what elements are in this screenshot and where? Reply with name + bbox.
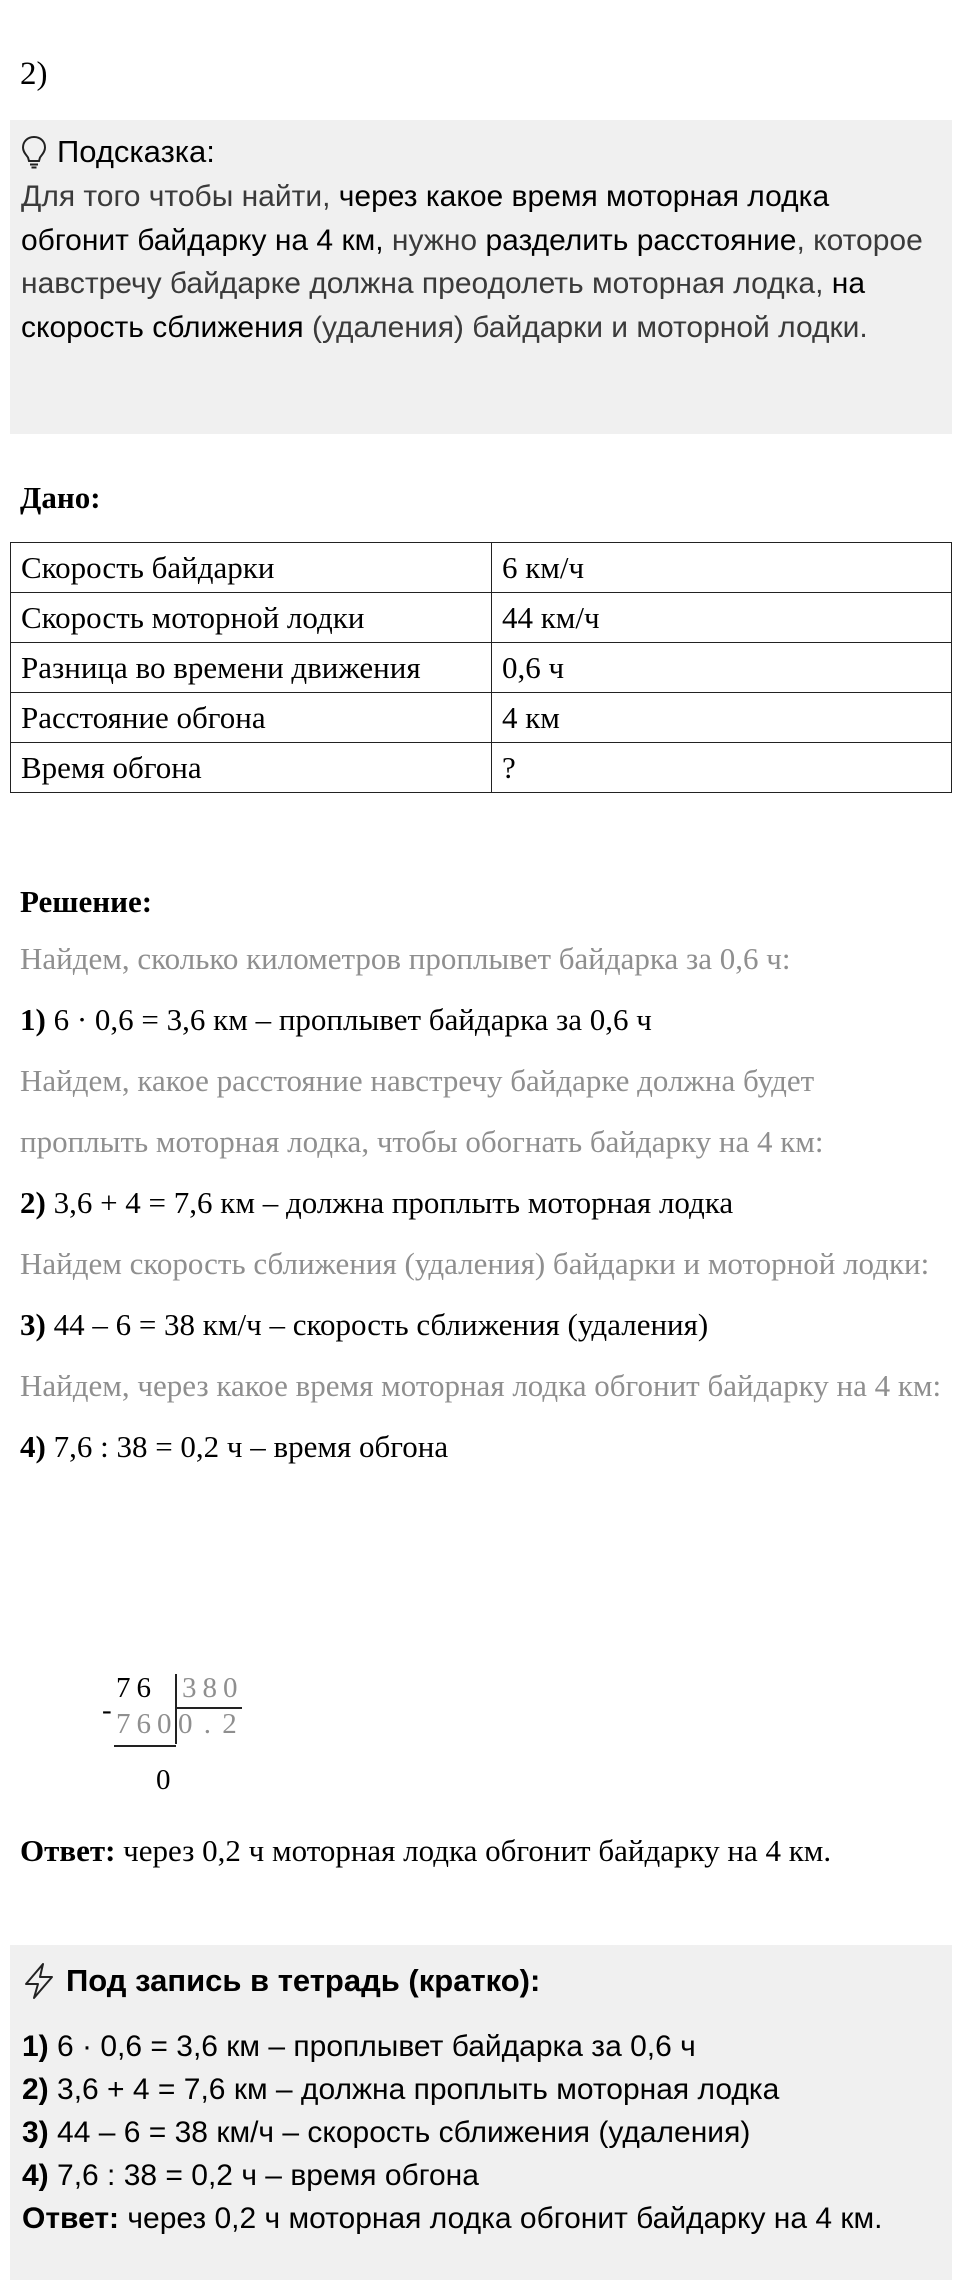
hint-text-part: Для того чтобы найти, (21, 180, 339, 213)
given-title: Дано: (20, 480, 101, 515)
answer-label: Ответ: (22, 2202, 120, 2235)
division-dividend: 76 (116, 1672, 157, 1704)
given-label: Время обгона (11, 743, 492, 793)
notebook-step (22, 2111, 940, 2154)
division-minus: - (102, 1694, 112, 1726)
solution-step (20, 1416, 950, 1477)
solution-note: Найдем скорость сближения (удаления) байдарки и моторной лодки: (20, 1246, 930, 1281)
given-value: 4 км (492, 693, 952, 743)
given-table (10, 542, 952, 793)
solution-title: Решение: (20, 884, 153, 919)
long-division (100, 1672, 270, 1812)
table-row (11, 593, 952, 643)
given-value: ? (492, 743, 952, 793)
task-number: 2) (20, 56, 48, 92)
step-number: 4) (22, 2159, 49, 2192)
division-divisor: 380 (182, 1672, 244, 1704)
notebook-header (22, 1957, 940, 2005)
given-value: 0,6 ч (492, 643, 952, 693)
answer-text: через 0,2 ч моторная лодка обгонит байдарку на 4 км. (115, 1833, 832, 1868)
step-number: 1) (22, 2030, 49, 2063)
division-quotient: 0 . 2 (178, 1708, 239, 1740)
answer-text: через 0,2 ч моторная лодка обгонит байдарку на 4 км. (119, 2202, 883, 2235)
step-text: 6 · 0,6 = 3,6 км – проплывет байдарка за 0,6 ч (45, 1002, 652, 1037)
notebook-title: Под запись в тетрадь (кратко): (66, 1963, 541, 1998)
table-row (11, 643, 952, 693)
step-text: 3,6 + 4 = 7,6 км – должна проплыть моторная лодка (45, 1185, 734, 1220)
table-row (11, 543, 952, 593)
step-number: 3) (20, 1307, 46, 1342)
solution-step (20, 1294, 950, 1355)
lightning-icon (22, 1962, 56, 2000)
hint-text (21, 175, 940, 349)
step-text: 7,6 : 38 = 0,2 ч – время обгона (45, 1429, 449, 1464)
solution-note: Найдем, сколько километров проплывет байдарка за 0,6 ч: (20, 941, 791, 976)
given-value: 44 км/ч (492, 593, 952, 643)
given-label: Расстояние обгона (11, 693, 492, 743)
notebook-step (22, 2154, 940, 2197)
solution-step (20, 1172, 950, 1233)
hint-header (21, 130, 940, 174)
lightbulb-icon (21, 135, 47, 169)
given-value: 6 км/ч (492, 543, 952, 593)
table-row (11, 693, 952, 743)
hint-text-part-strong: разделить расстояние (485, 223, 797, 257)
division-lines (100, 1672, 270, 1812)
division-subtrahend: 760 (116, 1708, 178, 1740)
table-row (11, 743, 952, 793)
step-number: 3) (22, 2116, 49, 2149)
notebook-body (22, 2025, 940, 2240)
solution-note: Найдем, через какое время моторная лодка обгонит байдарку на 4 км: (20, 1368, 942, 1403)
step-text: 3,6 + 4 = 7,6 км – должна проплыть моторная лодка (48, 2073, 780, 2106)
hint-title: Подсказка: (57, 134, 215, 169)
hint-text-part: (удаления) байдарки и моторной лодки. (303, 310, 868, 344)
answer (20, 1820, 950, 1881)
step-text: 44 – 6 = 38 км/ч – скорость сближения (удаления) (48, 2116, 751, 2149)
solution-step (20, 989, 950, 1050)
step-number: 2) (22, 2073, 49, 2106)
step-text: 6 · 0,6 = 3,6 км – проплывет байдарка за 0,6 ч (48, 2030, 696, 2063)
hint-text-part: , которое навстречу байдарке должна преодолеть моторная лодка, (21, 223, 923, 300)
answer-label: Ответ: (20, 1833, 116, 1868)
notebook-step (22, 2025, 940, 2068)
step-text: 44 – 6 = 38 км/ч – скорость сближения (удаления) (45, 1307, 709, 1342)
notebook-box (10, 1945, 952, 2280)
given-label: Разница во времени движения (11, 643, 492, 693)
given-label: Скорость моторной лодки (11, 593, 492, 643)
step-number: 4) (20, 1429, 46, 1464)
notebook-answer (22, 2197, 940, 2240)
given-label: Скорость байдарки (11, 543, 492, 593)
division-remainder: 0 (156, 1764, 177, 1796)
step-text: 7,6 : 38 = 0,2 ч – время обгона (48, 2159, 479, 2192)
hint-text-part-strong: через какое время моторная лодка обгонит байдарку на 4 км, (21, 180, 830, 257)
notebook-step (22, 2068, 940, 2111)
solution (20, 880, 950, 1477)
step-number: 2) (20, 1185, 46, 1220)
hint-text-part: нужно (383, 223, 486, 257)
step-number: 1) (20, 1002, 46, 1037)
hint-box (10, 120, 952, 434)
solution-note: Найдем, какое расстояние навстречу байдарке должна будет проплыть моторная лодка, чтобы обогнать байдарку на 4 км: (20, 1063, 824, 1159)
hint-text-part-strong: на скорость сближения (21, 267, 866, 344)
